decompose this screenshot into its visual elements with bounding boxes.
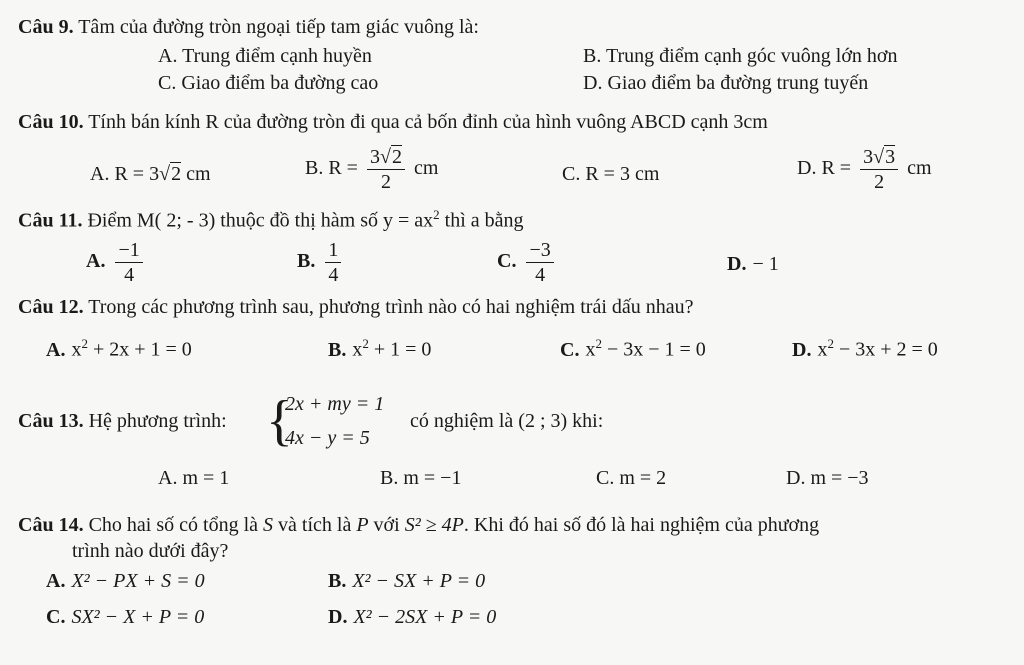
q13-option-c: C. m = 2: [596, 467, 667, 489]
q12-option-d: D. $x^2 - 3x + 2 = 0$: [792, 336, 938, 361]
q10-option-a: [90, 163, 211, 186]
q9-label: Câu 9.: [18, 16, 74, 38]
q13-option-d: D. m = −3: [786, 467, 869, 489]
q10-option-b: [305, 145, 438, 194]
q12-a-label: A.: [46, 338, 66, 361]
q14-option-b: B. X² − SX + P = 0: [328, 570, 486, 592]
q10-option-d: [797, 145, 932, 194]
q11-a-label: A.: [86, 250, 106, 273]
q13-eq2: 4x − y = 5: [285, 427, 370, 449]
q14-question-line2: trình nào dưới đây?: [72, 540, 229, 562]
q12-option-c: C. $x^2 - 3x - 1 = 0$: [560, 336, 706, 361]
q13-text: Hệ phương trình:: [88, 410, 227, 432]
q11-b-num: 1: [325, 238, 341, 263]
q11-option-b: [297, 238, 345, 287]
q9-question: [18, 16, 479, 39]
q13-option-b: B. m = −1: [380, 467, 462, 489]
q13-question: [18, 410, 227, 433]
q14-option-d: D. X² − 2SX + P = 0: [328, 606, 497, 628]
q12-c-label: C.: [560, 338, 580, 361]
q12-b-label: B.: [328, 338, 347, 361]
q11-question: [18, 207, 524, 233]
q11-text-sup: 2: [433, 207, 440, 222]
q10-a-sqrt: √2: [159, 163, 182, 185]
q13-tail: có nghiệm là (2 ; 3) khi:: [410, 410, 604, 432]
q10-option-c: [562, 163, 659, 186]
q10-label: Câu 10.: [18, 111, 84, 133]
q11-option-d: [727, 253, 779, 276]
q13-label: Câu 13.: [18, 410, 84, 432]
q10-b-fraction: $\frac{3√2}{2}$: [367, 145, 405, 194]
q9-option-b: B. Trung điểm cạnh góc vuông lớn hơn: [583, 45, 898, 67]
q12-option-a: A. $x^2 + 2x + 1 = 0$: [46, 336, 192, 361]
q11-b-label: B.: [297, 250, 316, 273]
q13-option-a: A. m = 1: [158, 467, 230, 489]
q12-d-label: D.: [792, 338, 812, 361]
q11-c-num: −3: [526, 238, 553, 263]
q11-label: Câu 11.: [18, 209, 83, 232]
q11-a-den: 4: [124, 264, 135, 286]
q9-text: Tâm của đường tròn ngoại tiếp tam giác vuông là:: [78, 16, 479, 38]
q14-condition: S² ≥ 4P: [404, 514, 464, 536]
q10-d-pre: R =: [821, 157, 852, 180]
q12-label: Câu 12.: [18, 296, 84, 318]
q10-d-label: D.: [797, 157, 817, 180]
q11-d-label: D.: [727, 253, 747, 275]
q14-option-c: C. SX² − X + P = 0: [46, 606, 205, 628]
q10-b-label: B.: [305, 157, 324, 180]
q10-text: Tính bán kính R của đường tròn đi qua cả bốn đỉnh của hình vuông ABCD cạnh 3cm: [88, 111, 768, 133]
q9-option-c: C. Giao điểm ba đường cao: [158, 72, 379, 94]
q10-a-label: A.: [90, 163, 110, 185]
q14-label: Câu 14.: [18, 514, 84, 536]
q9-option-a: A. Trung điểm cạnh huyền: [158, 45, 372, 67]
q10-c-label: C.: [562, 163, 581, 185]
q10-b-unit: cm: [413, 157, 439, 180]
q10-a-unit: cm: [186, 163, 211, 185]
q13-eq1: 2x + my = 1: [285, 393, 385, 415]
q10-a-pre: R = 3: [114, 163, 160, 185]
q11-d-text: − 1: [752, 253, 779, 275]
q11-text-post: thì a bằng: [439, 209, 524, 232]
q11-text-pre: Điểm M( 2; - 3) thuộc đồ thị hàm số y = ax: [87, 209, 434, 232]
q11-a-num: −1: [115, 238, 142, 263]
q11-b-den: 4: [328, 264, 339, 286]
q10-question: [18, 111, 768, 134]
q9-option-d: D. Giao điểm ba đường trung tuyến: [583, 72, 869, 94]
q14-option-a: A. X² − PX + S = 0: [46, 570, 205, 592]
q12-text: Trong các phương trình sau, phương trình nào có hai nghiệm trái dấu nhau?: [88, 296, 694, 318]
q12-question: [18, 296, 694, 319]
q11-c-den: 4: [535, 264, 546, 286]
q11-option-a: [86, 238, 147, 287]
q10-b-pre: R =: [328, 157, 358, 180]
q11-c-label: C.: [497, 250, 517, 273]
q10-c-text: R = 3 cm: [585, 163, 660, 185]
q14-question-line1: Câu 14. Cho hai số có tổng là S và tích là P với S² ≥ 4P. Khi đó hai số đó là hai nghiệm của phương: [18, 514, 820, 536]
q13-brace: {: [266, 390, 293, 452]
q10-d-fraction: $\frac{3√3}{2}$: [860, 145, 898, 194]
q12-option-b: B. $x^2 + 1 = 0$: [328, 336, 432, 361]
q11-option-c: [497, 238, 558, 287]
q10-d-unit: cm: [907, 157, 932, 180]
